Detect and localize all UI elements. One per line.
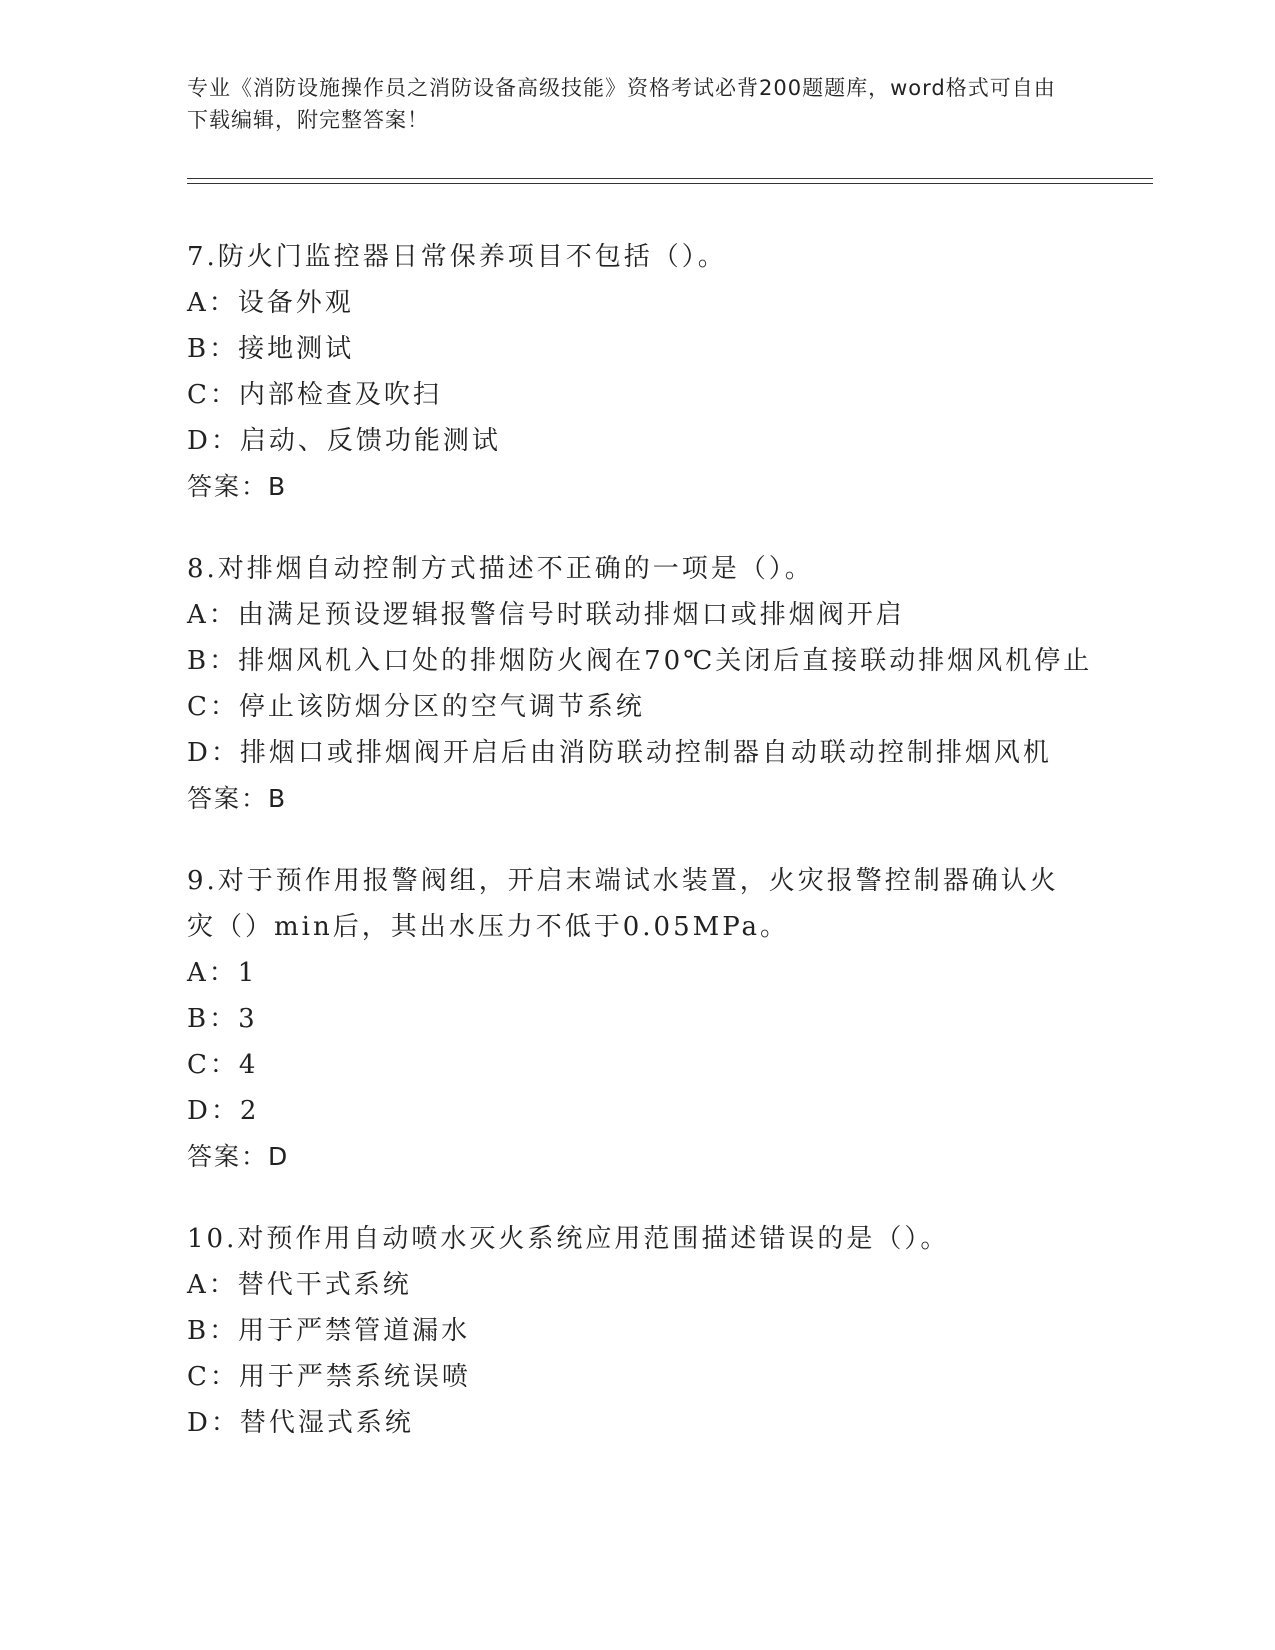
question-stem: 8.对排烟自动控制方式描述不正确的一项是（）。 xyxy=(187,554,814,584)
option-b: B：用于严禁管道漏水 xyxy=(187,1316,471,1346)
option-c: C：内部检查及吹扫 xyxy=(187,380,442,410)
answer-label: 答案：B xyxy=(187,784,288,813)
option-a: A：1 xyxy=(187,958,258,988)
option-d: D：排烟口或排烟阀开启后由消防联动控制器自动联动控制排烟风机 xyxy=(187,738,1052,768)
option-c: C：用于严禁系统误喷 xyxy=(187,1362,471,1392)
question-8 xyxy=(187,546,1147,822)
option-d: D：2 xyxy=(187,1096,260,1126)
question-9 xyxy=(187,858,1147,1180)
option-d: D：替代湿式系统 xyxy=(187,1408,414,1438)
question-list xyxy=(187,234,1147,1482)
document-intro: 专业《消防设施操作员之消防设备高级技能》资格考试必背200题题库，word格式可自由下载编辑，附完整答案！ xyxy=(187,76,1056,132)
option-b: B：排烟风机入口处的排烟防火阀在70℃关闭后直接联动排烟风机停止 xyxy=(187,646,1093,676)
option-b: B：接地测试 xyxy=(187,334,355,364)
question-stem: 10.对预作用自动喷水灭火系统应用范围描述错误的是（）。 xyxy=(187,1224,950,1254)
answer-label: 答案：B xyxy=(187,472,288,501)
option-a: A：由满足预设逻辑报警信号时联动排烟口或排烟阀开启 xyxy=(187,600,905,630)
answer-label: 答案：D xyxy=(187,1142,290,1171)
option-d: D：启动、反馈功能测试 xyxy=(187,426,501,456)
question-stem: 7.防火门监控器日常保养项目不包括（）。 xyxy=(187,242,727,272)
question-stem: 9.对于预作用报警阀组，开启末端试水装置，火灾报警控制器确认火灾（）min后，其出水压力不低于0.05MPa。 xyxy=(187,866,1059,942)
option-c: C：停止该防烟分区的空气调节系统 xyxy=(187,692,645,722)
option-a: A：替代干式系统 xyxy=(187,1270,412,1300)
question-10 xyxy=(187,1216,1147,1446)
question-7 xyxy=(187,234,1147,510)
option-a: A：设备外观 xyxy=(187,288,354,318)
header-rule-top xyxy=(187,178,1153,179)
header-rule-bottom xyxy=(187,183,1153,184)
option-b: B：3 xyxy=(187,1004,258,1034)
option-c: C：4 xyxy=(187,1050,259,1080)
